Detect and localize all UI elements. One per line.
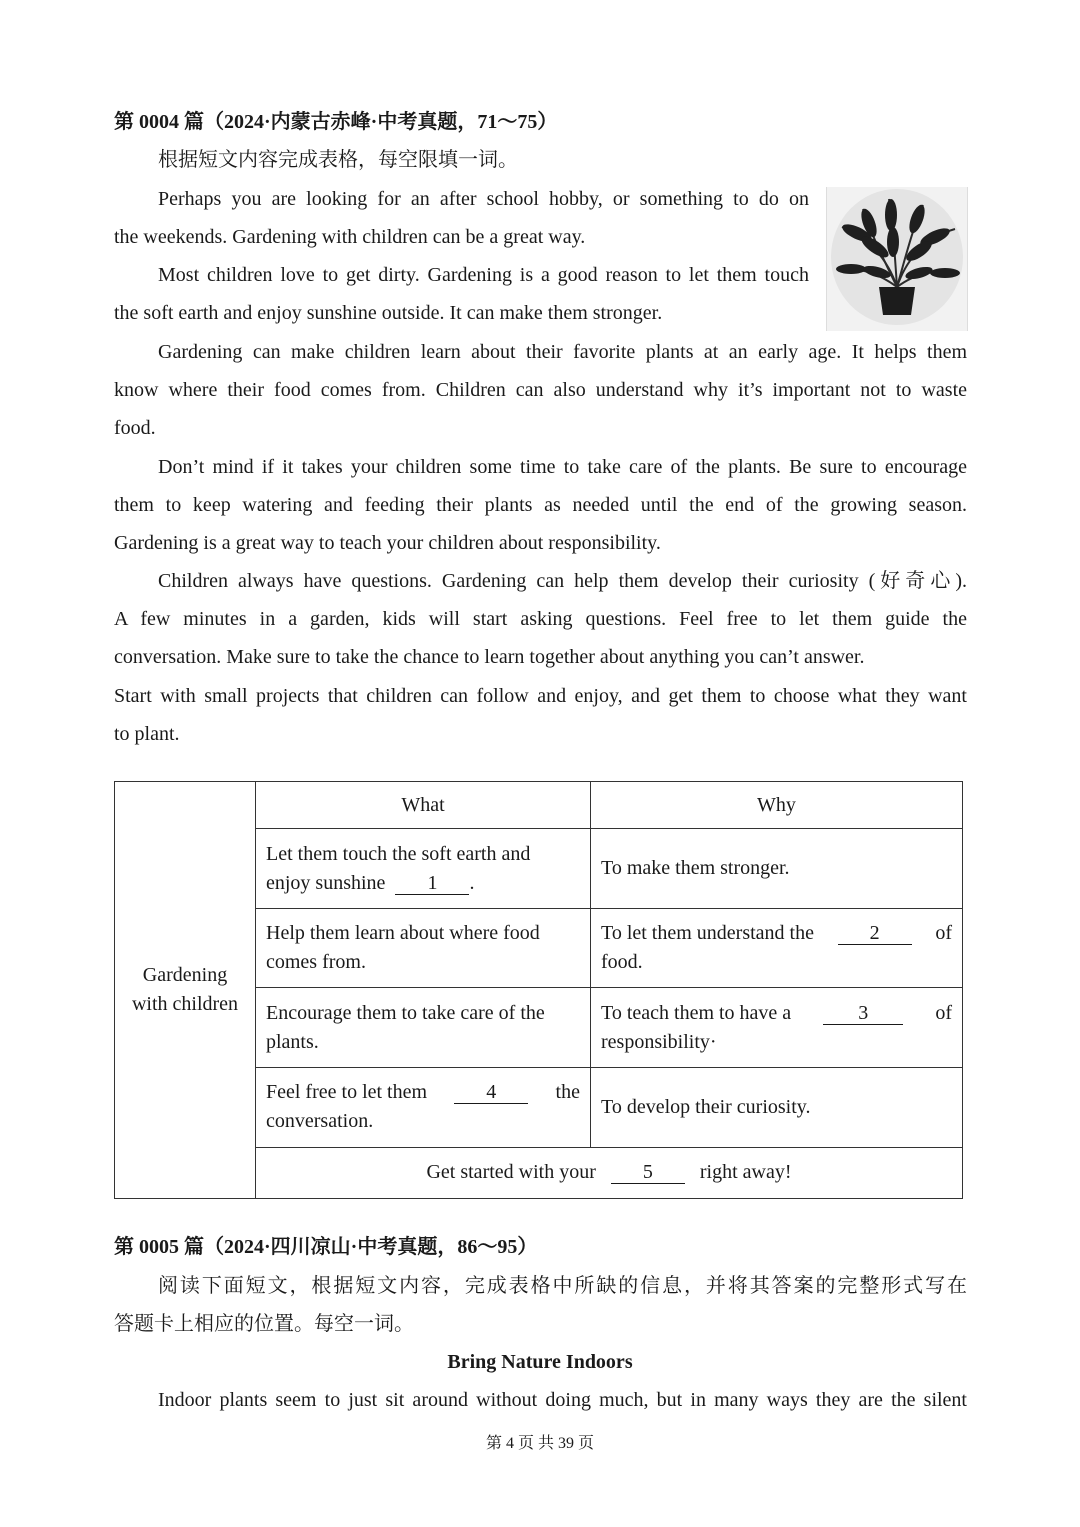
table-cell-what: Encourage them to take care of the plants. (256, 988, 591, 1068)
passage-line: A few minutes in a garden, kids will start asking questions. Feel free to let them guide the (114, 608, 967, 630)
section-instruction: 阅读下面短文，根据短文内容，完成表格中所缺的信息，并将其答案的完整形式写在 (158, 1275, 967, 1297)
table-cell-why: To let them understand the 2 of food. (591, 908, 963, 988)
section-heading-0004 (114, 110, 557, 134)
passage-line: Don’t mind if it takes your children some time to take care of the plants. Be sure to encourage (158, 456, 967, 478)
table-cell-what: Help them learn about where food comes from. (256, 908, 591, 988)
passage-line: to plant. (114, 723, 180, 745)
table-cell-why: To develop their curiosity. (591, 1068, 963, 1148)
passage-line: know where their food comes from. Children can also understand why it’s important not to waste (114, 379, 967, 401)
passage-line: Gardening is a great way to teach your children about responsibility. (114, 532, 661, 554)
gardening-table (114, 781, 963, 1199)
column-header-why: Why (591, 782, 963, 829)
answer-blank-4[interactable]: 4 (454, 1081, 528, 1104)
passage-line: Perhaps you are looking for an after school hobby, or something to do on (158, 188, 809, 210)
passage-title: Bring Nature Indoors (447, 1351, 633, 1373)
section-source: （2024·内蒙古赤峰·中考真题，71～75） (204, 111, 558, 133)
passage-line: Most children love to get dirty. Gardening is a good reason to let them touch (158, 264, 809, 286)
passage-line: Gardening can make children learn about their favorite plants at an early age. It helps them (158, 341, 967, 363)
answer-blank-2[interactable]: 2 (838, 922, 912, 945)
passage-line: the soft earth and enjoy sunshine outside. It can make them stronger. (114, 302, 663, 324)
passage-line: food. (114, 417, 156, 439)
section-instruction: 根据短文内容完成表格，每空限填一词。 (158, 149, 518, 171)
table-cell-why: To teach them to have a 3 of responsibility· (591, 988, 963, 1068)
section-instruction: 答题卡上相应的位置。每空一词。 (114, 1313, 414, 1335)
answer-blank-5[interactable]: 5 (611, 1161, 685, 1184)
passage-line: the weekends. Gardening with children can be a great way. (114, 226, 586, 248)
section-number: 第 0004 篇 (114, 111, 204, 133)
section-number: 第 0005 篇 (114, 1236, 204, 1258)
section-heading-0005 (114, 1235, 537, 1259)
section-source: （2024·四川凉山·中考真题，86～95） (204, 1236, 538, 1258)
table-cell-what: Feel free to let them 4 the conversation. (256, 1068, 591, 1148)
page-number: 第 4 页 共 39 页 (485, 1435, 594, 1452)
answer-blank-3[interactable]: 3 (823, 1002, 903, 1025)
passage-line: Indoor plants seem to just sit around without doing much, but in many ways they are the silent (158, 1389, 967, 1411)
table-footer-row: Get started with your 5 right away! (256, 1147, 963, 1198)
table-cell-what: Let them touch the soft earth and enjoy sunshine 1 . (256, 829, 591, 909)
passage-line: Children always have questions. Gardening can help them develop their curiosity (好奇心). (158, 570, 967, 592)
passage-line: Start with small projects that children can follow and enjoy, and get them to choose what they want (114, 685, 967, 707)
passage-line: them to keep watering and feeding their plants as needed until the end of the growing season. (114, 494, 967, 516)
passage-line: conversation. Make sure to take the chance to learn together about anything you can’t answer. (114, 646, 865, 668)
table-cell-why: To make them stronger. (591, 829, 963, 909)
fern-plant-photo (826, 187, 968, 331)
answer-blank-1[interactable]: 1 (395, 872, 469, 895)
column-header-what: What (256, 782, 591, 829)
table-side-label: Gardening with children (115, 782, 256, 1199)
